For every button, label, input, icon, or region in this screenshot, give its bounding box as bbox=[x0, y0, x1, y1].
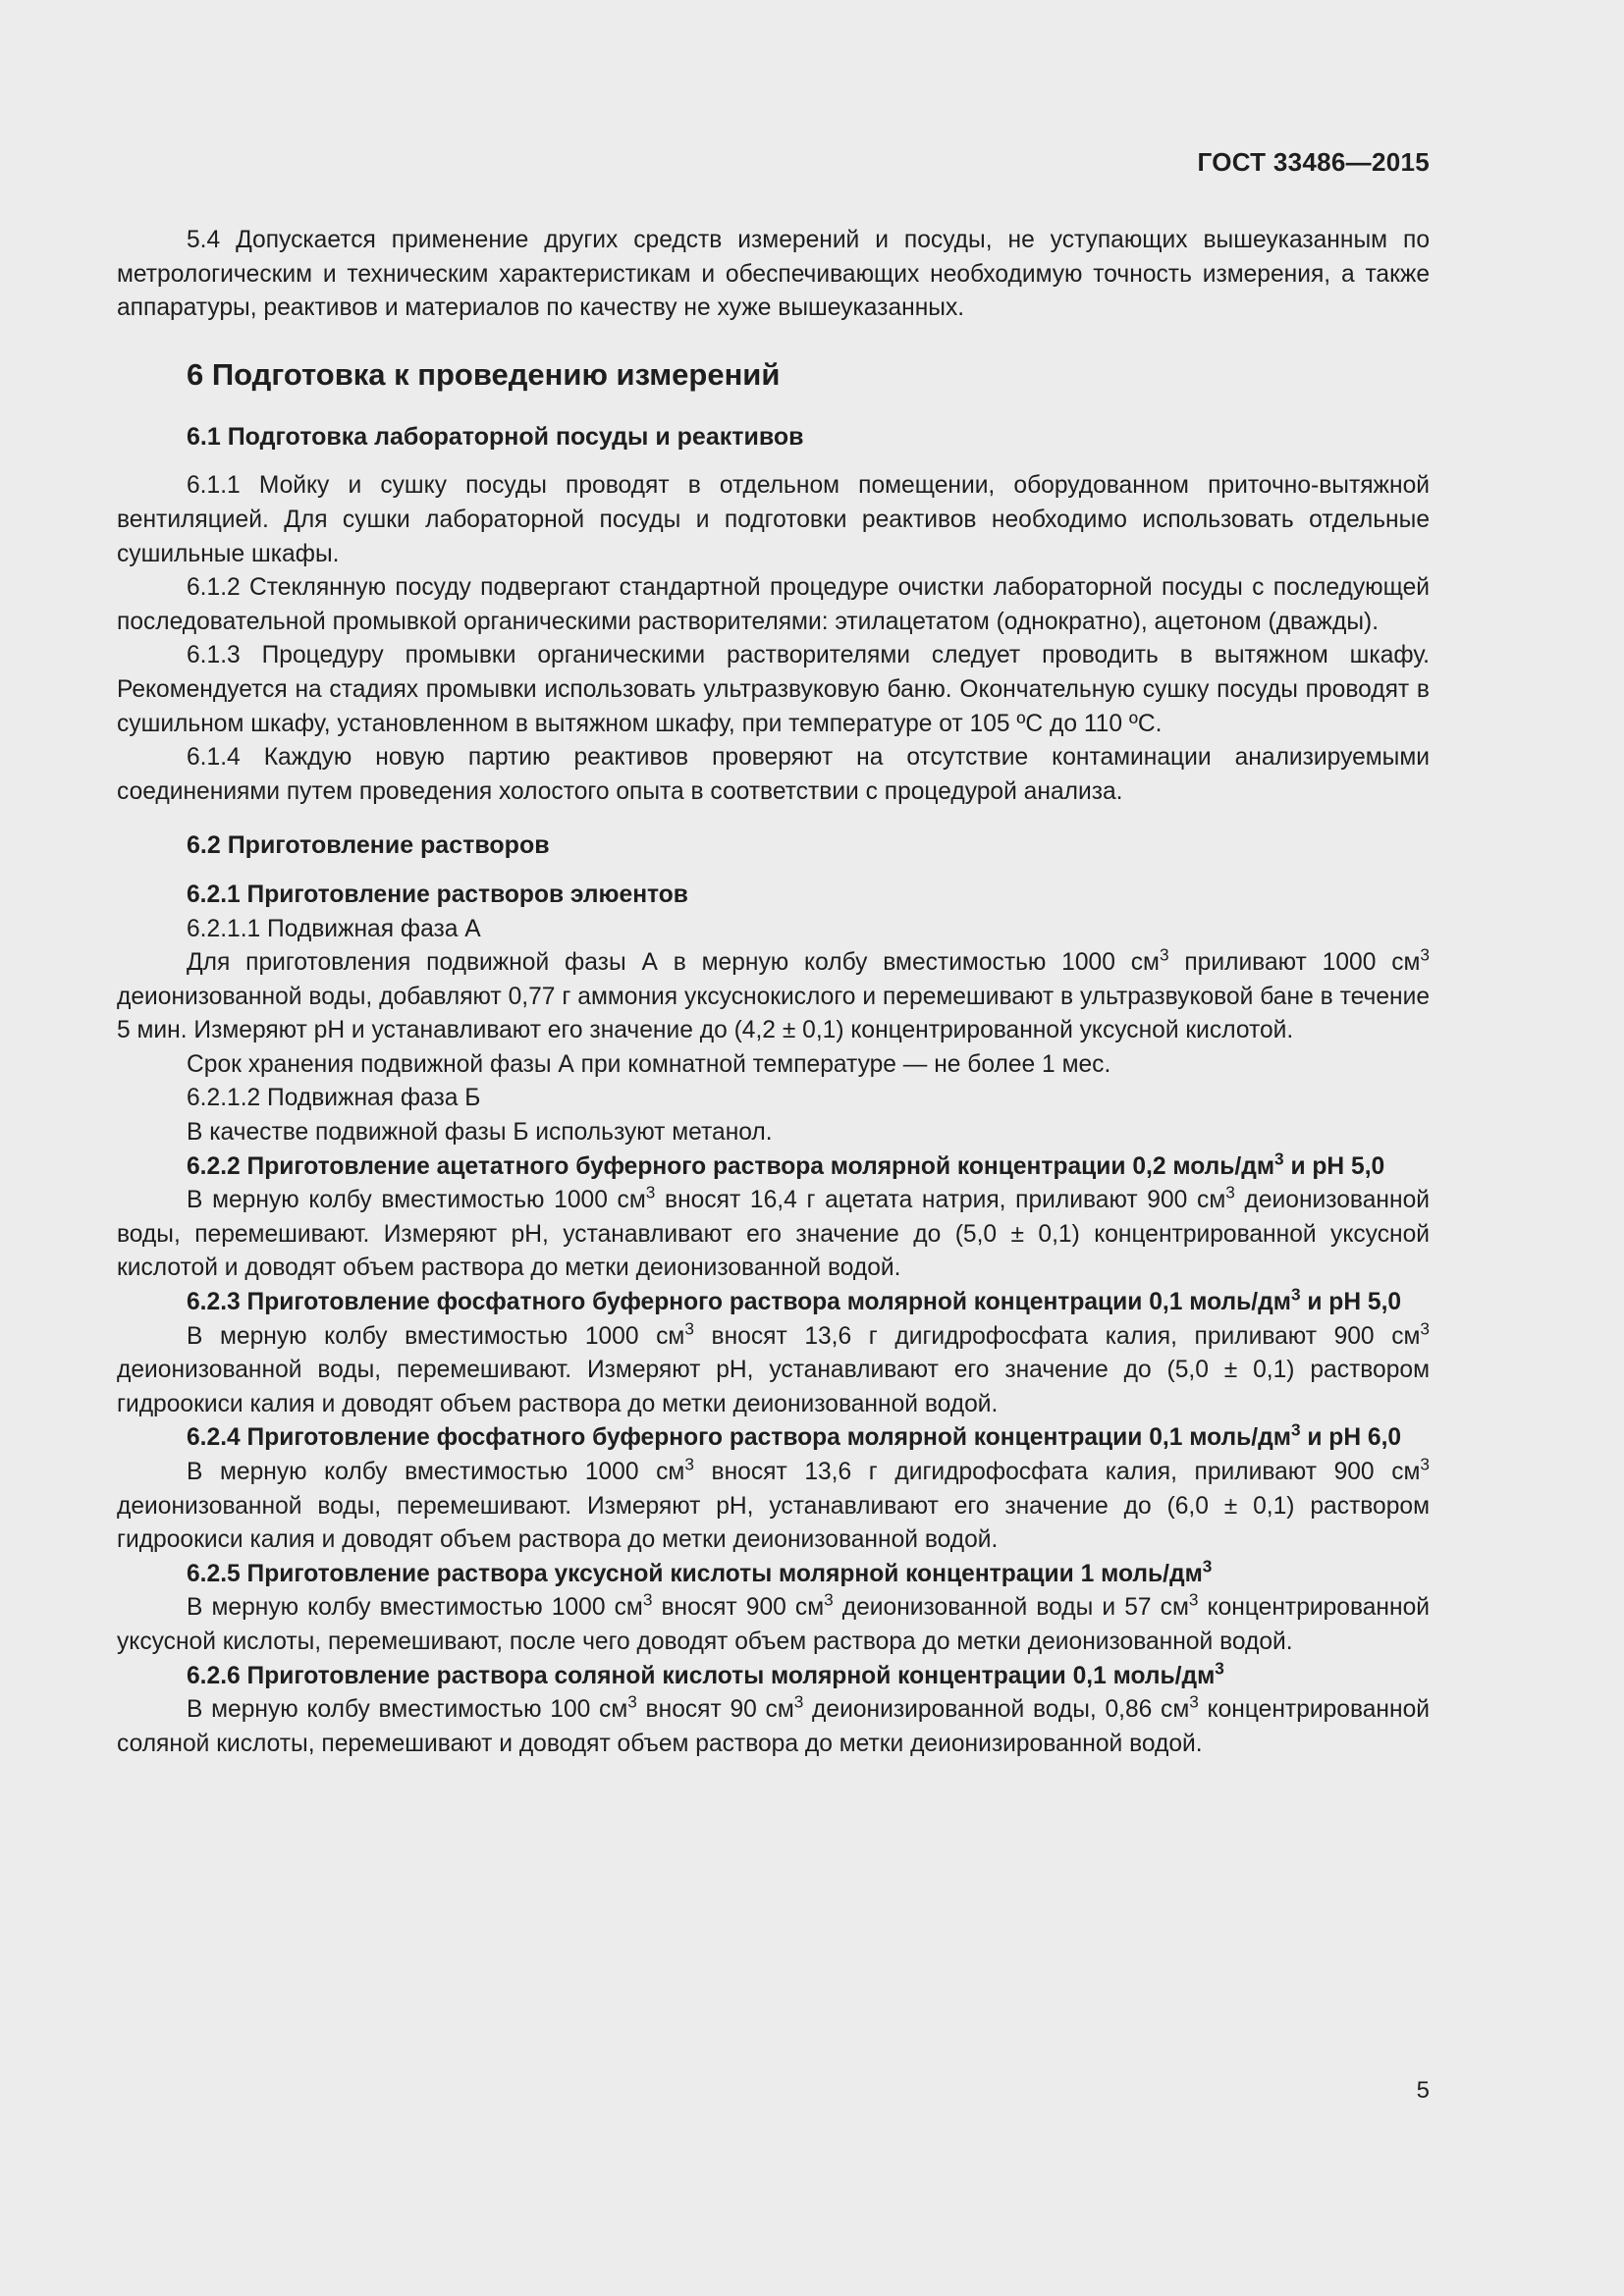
superscript: 3 bbox=[1188, 1589, 1199, 1610]
page-content bbox=[117, 224, 1430, 1761]
superscript: 3 bbox=[1274, 1148, 1284, 1169]
superscript: 3 bbox=[793, 1691, 804, 1712]
text-run: В мерную колбу вместимостью 100 см bbox=[187, 1696, 628, 1724]
paragraph-6-2-3 bbox=[117, 1320, 1430, 1422]
text-run: Для приготовления подвижной фазы А в мерную колбу вместимостью 1000 см bbox=[187, 949, 1160, 977]
text-run: вносят 13,6 г дигидрофосфата калия, приливают 900 см bbox=[693, 1322, 1421, 1350]
text-run: деионизованной воды, добавляют 0,77 г аммония уксуснокислого и перемешивают в ультразвуковой бане в течение 5 мин. Измеряют рН и устанавливают его значение до (4,2 ± 0,1) концентрированной уксусной кислотой. bbox=[117, 983, 1430, 1044]
text-run: 6.2.5 Приготовление раствора уксусной кислоты молярной концентрации 1 моль/дм bbox=[187, 1560, 1203, 1587]
section-6-2-2-title bbox=[117, 1150, 1430, 1185]
section-6-2-title: 6.2 Приготовление растворов bbox=[187, 831, 550, 860]
superscript: 3 bbox=[1290, 1419, 1301, 1440]
section-6-2-3-title bbox=[117, 1286, 1430, 1320]
superscript: 3 bbox=[1420, 1454, 1430, 1474]
superscript: 3 bbox=[824, 1589, 834, 1610]
text-run: деионизированной воды, 0,86 см bbox=[803, 1696, 1190, 1724]
text-run: вносят 90 см bbox=[636, 1696, 794, 1724]
paragraph-phase-b: В качестве подвижной фазы Б используют метанол. bbox=[187, 1119, 773, 1147]
text-run: концентрированной уксусной кислоты, перемешивают, после чего доводят объем раствора до метки деионизованной водой. bbox=[117, 1594, 1431, 1655]
superscript: 3 bbox=[1189, 1691, 1199, 1712]
superscript: 3 bbox=[645, 1182, 656, 1202]
paragraph-phase-a-storage: Срок хранения подвижной фазы А при комнатной температуре — не более 1 мес. bbox=[187, 1050, 1111, 1078]
text-run: В мерную колбу вместимостью 1000 см bbox=[187, 1459, 685, 1485]
section-6-2-1-title: 6.2.1 Приготовление растворов элюентов bbox=[187, 881, 688, 908]
paragraph-6-2-5 bbox=[117, 1591, 1430, 1659]
superscript: 3 bbox=[1225, 1182, 1235, 1202]
paragraph-6-2-1-1: 6.2.1.1 Подвижная фаза А bbox=[187, 915, 481, 942]
document-code-header: ГОСТ 33486—2015 bbox=[1197, 147, 1430, 177]
paragraph-6-1-4: 6.1.4 Каждую новую партию реактивов проверяют на отсутствие контаминации анализируемыми соединениями путем проведения холостого опыта в соответствии с процедурой анализа. bbox=[117, 744, 1430, 805]
text-run: вносят 16,4 г ацетата натрия, приливают 900 см bbox=[655, 1187, 1226, 1214]
superscript: 3 bbox=[627, 1691, 637, 1712]
text-run: деионизованной воды и 57 см bbox=[833, 1594, 1189, 1622]
text-run: вносят 13,6 г дигидрофосфата калия, приливают 900 см bbox=[693, 1459, 1421, 1485]
text-run: В мерную колбу вместимостью 1000 см bbox=[187, 1187, 646, 1214]
text-run: 6.2.2 Приготовление ацетатного буферного раствора молярной концентрации 0,2 моль/дм bbox=[187, 1152, 1275, 1180]
text-run: концентрированной соляной кислоты, перемешивают и доводят объем раствора до метки деионизированной водой. bbox=[117, 1696, 1431, 1757]
text-run: В мерную колбу вместимостью 1000 см bbox=[187, 1594, 643, 1622]
superscript: 3 bbox=[1215, 1658, 1224, 1679]
paragraph-phase-a bbox=[117, 946, 1430, 1048]
paragraph-6-2-4 bbox=[117, 1456, 1430, 1558]
section-6-2-4-title bbox=[117, 1421, 1430, 1456]
text-run: приливают 1000 см bbox=[1168, 949, 1421, 977]
superscript: 3 bbox=[642, 1589, 653, 1610]
paragraph-6-2-2 bbox=[117, 1184, 1430, 1286]
paragraph-6-1-2: 6.1.2 Стеклянную посуду подвергают стандартной процедуре очистки лабораторной посуды с последующей последовательной промывкой органическими растворителями: этилацетатом (однократно), ацетоном (дважды). bbox=[117, 574, 1430, 635]
superscript: 3 bbox=[1420, 1318, 1430, 1339]
page-number: 5 bbox=[1416, 2077, 1430, 2104]
superscript: 3 bbox=[684, 1454, 694, 1474]
text-run: деионизованной воды, перемешивают. Измеряют рН, устанавливают его значение до (5,0 ± 0,1) раствором гидроокиси калия и доводят объем раствора до метки деионизованной водой. bbox=[117, 1357, 1430, 1417]
text-run: деионизованной воды, перемешивают. Измеряют рН, устанавливают его значение до (6,0 ± 0,1) раствором гидроокиси калия и доводят объем раствора до метки деионизованной водой. bbox=[117, 1492, 1430, 1554]
text-run: и рН 5,0 bbox=[1300, 1289, 1402, 1316]
superscript: 3 bbox=[684, 1318, 694, 1339]
paragraph-6-2-6 bbox=[117, 1693, 1430, 1761]
text-run: и рН 6,0 bbox=[1300, 1424, 1402, 1452]
superscript: 3 bbox=[1290, 1284, 1301, 1305]
superscript: 3 bbox=[1420, 944, 1430, 965]
section-6-2-5-title bbox=[117, 1558, 1430, 1592]
section-6-1-title: 6.1 Подготовка лабораторной посуды и реактивов bbox=[187, 422, 804, 451]
superscript: 3 bbox=[1202, 1556, 1213, 1576]
superscript: 3 bbox=[1159, 944, 1169, 965]
paragraph-6-2-1-2: 6.2.1.2 Подвижная фаза Б bbox=[187, 1085, 481, 1112]
text-run: вносят 900 см bbox=[652, 1594, 825, 1622]
text-run: 6.2.3 Приготовление фосфатного буферного раствора молярной концентрации 0,1 моль/дм bbox=[187, 1289, 1291, 1316]
paragraph-6-1-1: 6.1.1 Мойку и сушку посуды проводят в отдельном помещении, оборудованном приточно-вытяжной вентиляцией. Для сушки лабораторной посуды и подготовки реактивов необходимо использовать отдельные сушильные шкафы. bbox=[117, 472, 1430, 567]
text-run: и рН 5,0 bbox=[1283, 1152, 1385, 1180]
text-run: 6.2.6 Приготовление раствора соляной кислоты молярной концентрации 0,1 моль/дм bbox=[187, 1662, 1216, 1689]
section-6-2-6-title bbox=[117, 1660, 1430, 1694]
section-6-title: 6 Подготовка к проведению измерений bbox=[187, 356, 781, 392]
text-run: деионизованной воды, перемешивают. Измеряют рН, устанавливают его значение до (5,0 ± 0,1) концентрированной уксусной кислотой и доводят объем раствора до метки деионизованной водой. bbox=[117, 1187, 1430, 1282]
paragraph-6-1-3: 6.1.3 Процедуру промывки органическими растворителями следует проводить в вытяжном шкафу. Рекомендуется на стадиях промывки использовать ультразвуковую баню. Окончательную сушку посуды проводят в сушильном шкафу, установленном в вытяжном шкафу, при температуре от 105 ºС до 110 ºС. bbox=[117, 642, 1430, 737]
text-run: 6.2.4 Приготовление фосфатного буферного раствора молярной концентрации 0,1 моль/дм bbox=[187, 1424, 1291, 1452]
paragraph-5-4: 5.4 Допускается применение других средств измерений и посуды, не уступающих вышеуказанным по метрологическим и техническим характеристикам и обеспечивающих необходимую точность измерения, а также аппаратуры, реактивов и материалов по качеству не хуже вышеуказанных. bbox=[117, 227, 1430, 322]
text-run: В мерную колбу вместимостью 1000 см bbox=[187, 1322, 685, 1350]
